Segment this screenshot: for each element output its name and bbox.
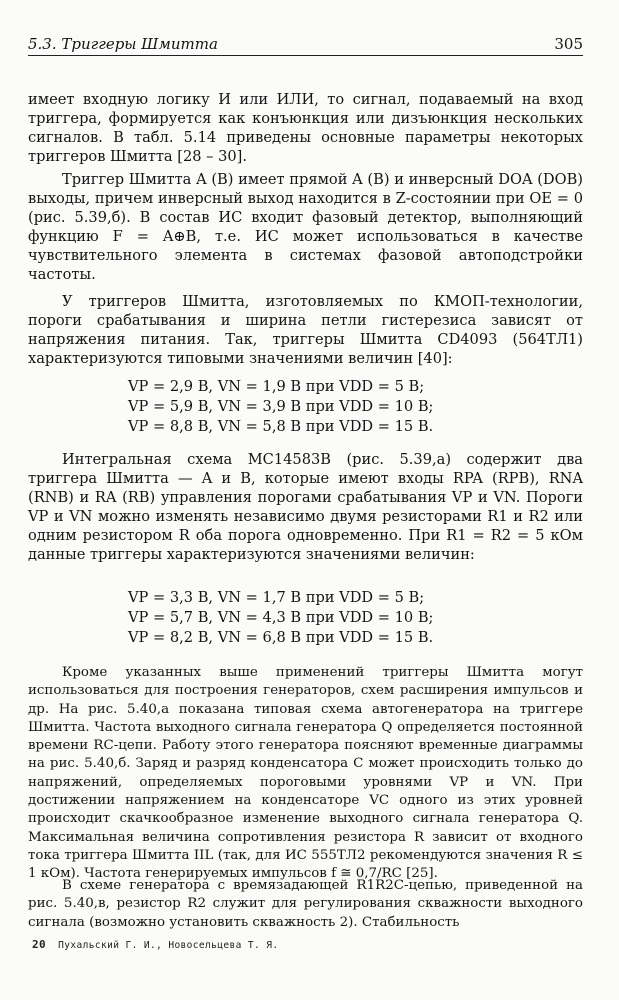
paragraph-4: Интегральная схема MC14583B (рис. 5.39,а) содержит два триггера Шмитта — A и B, которые имеют входы RPA (RPB), RNA (RNB) и RA (RB) управления порогами срабатывания VP и VN. Пороги VP и VN можно изменять независимо двумя резисторами R1 и R2 или одним резистором R оба порога одновременно. При R1 = R2 = 5 кОм данные триггеры характеризуются значениями величин: — [28, 451, 583, 563]
formula-line: VP = 5,7 В, VN = 4,3 В при VDD = 10 В; — [128, 609, 434, 626]
paragraph-5: Кроме указанных выше применений триггеры Шмитта могут использоваться для построения генераторов, схем расширения импульсов и др. На рис. 5.40,а показана типовая схема автогенератора на триггере Шмитта. Частота выходного сигнала генератора Q определяется постоянной времени RC-цепи. Работу этого генератора поясняют временные диаграммы на рис. 5.40,б. Заряд и разряд конденсатора C может происходить только до напряжений, определяемых пороговыми уровнями VP и VN. При достижении напряжением на конденсаторе VC одного из этих уровней происходит скачкообразное изменение выходного сигнала генератора Q. Максимальная величина сопротивления резистора R зависит от входного тока триггера Шмитта IIL (так, для ИС 555ТЛ2 рекомендуются значения R ≤ 1 кОм). Частота генерируемых импульсов f ≅ 0,7/RC [25]. — [28, 665, 583, 882]
footer-authors: Пухальский Г. И., Новосельцева Т. Я. — [58, 940, 279, 951]
formula-line: VP = 8,2 В, VN = 6,8 В при VDD = 15 В. — [128, 629, 434, 646]
paragraph-1: имеет входную логику И или ИЛИ, то сигнал, подаваемый на вход триггера, формируется как конъюнкция или дизъюнкция нескольких сигналов. В табл. 5.14 приведены основные параметры некоторых триггеров Шмитта [28 – 30]. — [28, 91, 583, 165]
formula-block-2 — [128, 588, 433, 648]
paragraph-3: У триггеров Шмитта, изготовляемых по КМОП-технологии, пороги срабатывания и ширина петли гистерезиса зависят от напряжения питания. Так, триггеры Шмитта CD4093 (564ТЛ1) характеризуются типовыми значениями величин [40]: — [28, 293, 583, 367]
footer-signature — [32, 938, 278, 951]
page-number: 305 — [554, 35, 583, 53]
formula-line: VP = 5,9 В, VN = 3,9 В при VDD = 10 В; — [128, 398, 434, 415]
running-header — [28, 31, 583, 56]
footer-page-label: 20 — [32, 938, 47, 951]
paragraph-2: Триггер Шмитта A (B) имеет прямой A (B) и инверсный DOA (DOB) выходы, причем инверсный выход находится в Z-состоянии при OE = 0 (рис. 5.39,б). В состав ИС входит фазовый детектор, выполняющий функцию F = A⊕B, т.е. ИС может использоваться в качестве чувствительного элемента в системах фазовой автоподстройки частоты. — [28, 171, 583, 283]
formula-line: VP = 8,8 В, VN = 5,8 В при VDD = 15 В. — [128, 418, 434, 435]
header-title: 5.3. Триггеры Шмитта — [28, 35, 218, 53]
formula-line: VP = 2,9 В, VN = 1,9 В при VDD = 5 В; — [128, 378, 425, 395]
formula-line: VP = 3,3 В, VN = 1,7 В при VDD = 5 В; — [128, 589, 425, 606]
paragraph-6: В схеме генератора с времязадающей R1R2C-цепью, приведенной на рис. 5.40,в, резистор R2 служит для регулирования скважности выходного сигнала (возможно установить скважность 2). Стабильность — [28, 878, 583, 930]
formula-block-1 — [128, 377, 433, 437]
